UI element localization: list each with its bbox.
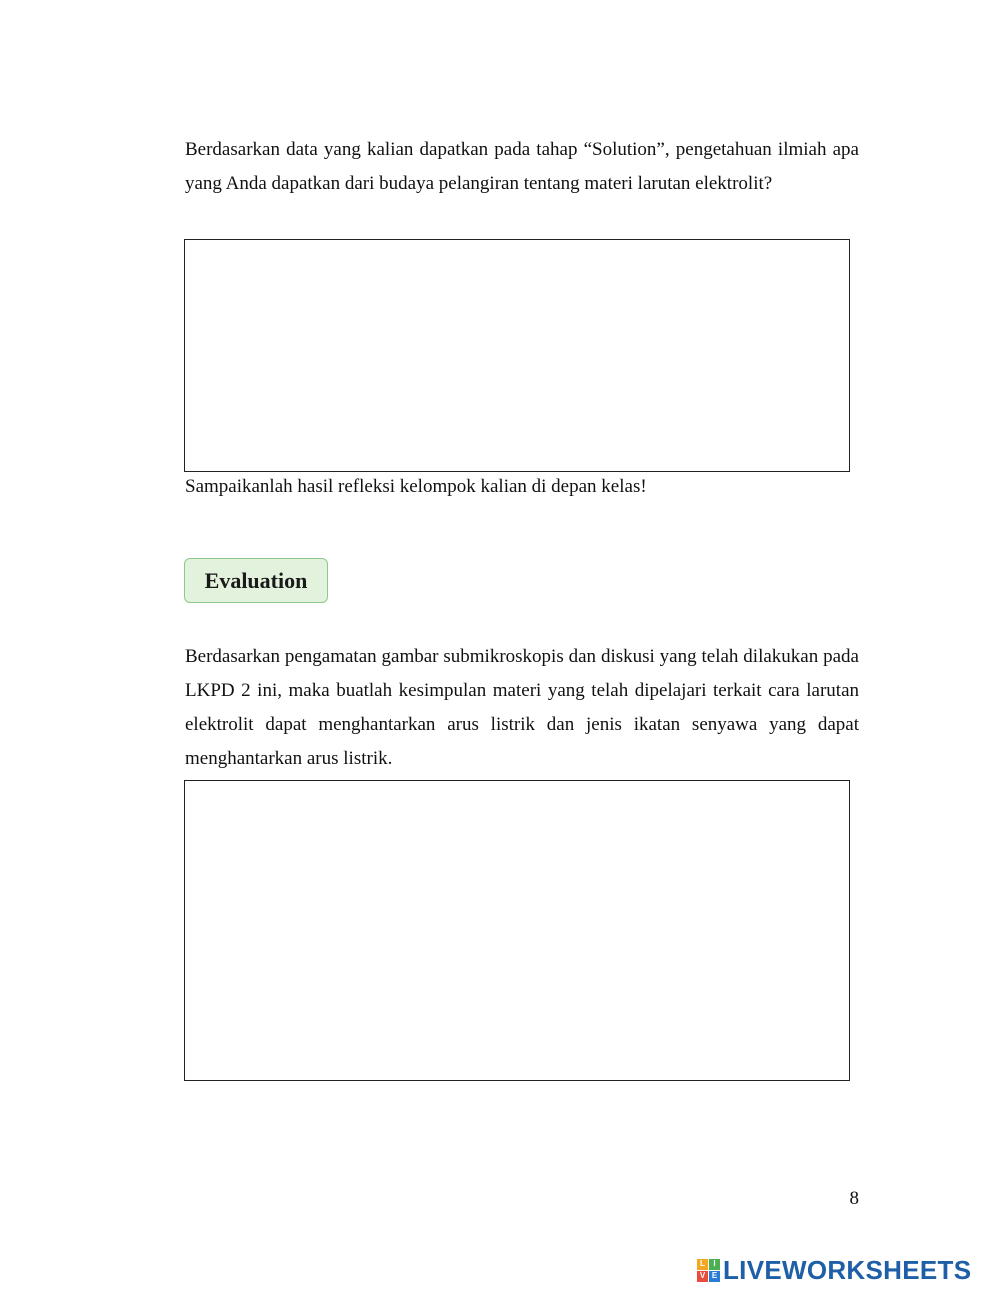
- question-evaluation-text: Berdasarkan pengamatan gambar submikroskopis dan diskusi yang telah dilakukan pada LKPD 2 ini, maka buatlah kesimpulan materi yang telah dipelajari terkait cara larutan elektrolit dapat menghantarkan arus listrik dan jenis ikatan senyawa yang dapat menghantarkan arus listrik.: [185, 646, 859, 769]
- page-number: 8: [849, 1188, 859, 1209]
- section-label-evaluation: Evaluation: [184, 558, 328, 603]
- badge-letter-e: E: [709, 1271, 720, 1282]
- brand-name: LIVEWORKSHEETS: [723, 1254, 972, 1285]
- liveworksheets-logo: [697, 1253, 971, 1287]
- answer-box-reflection[interactable]: [184, 239, 850, 472]
- badge-letter-v: V: [697, 1271, 708, 1282]
- badge-letter-i: I: [709, 1259, 720, 1270]
- badge-letter-l: L: [697, 1259, 708, 1270]
- live-badge-icon: [697, 1259, 720, 1282]
- answer-box-conclusion[interactable]: [184, 780, 850, 1081]
- question-reflection-text: Berdasarkan data yang kalian dapatkan pada tahap “Solution”, pengetahuan ilmiah apa yang Anda dapatkan dari budaya pelangiran tentang materi larutan elektrolit?: [185, 139, 859, 194]
- instruction-text: Sampaikanlah hasil refleksi kelompok kalian di depan kelas!: [185, 476, 647, 497]
